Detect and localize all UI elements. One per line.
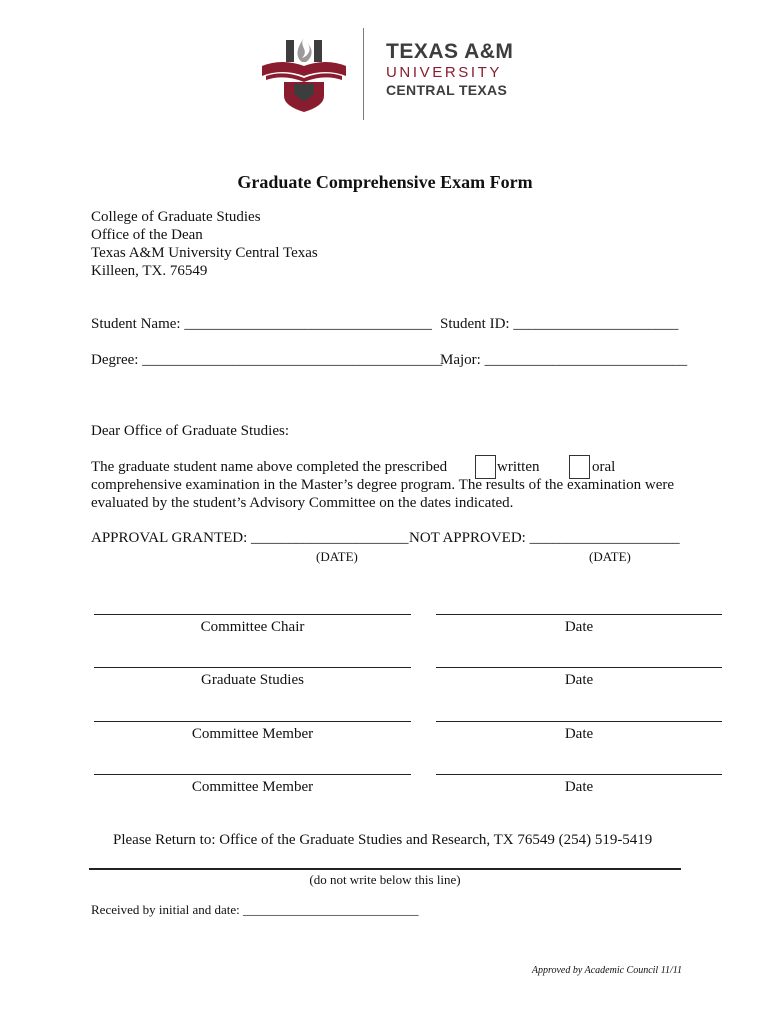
degree-field[interactable]: Degree: ________________________________________ — [91, 352, 443, 368]
do-not-write-note: (do not write below this line) — [309, 872, 461, 887]
oral-label: oral — [592, 459, 616, 475]
date-line-member-1[interactable] — [436, 721, 722, 722]
signature-line-chair[interactable] — [94, 614, 411, 615]
date-line-member-2[interactable] — [436, 774, 722, 775]
signature-date-label-chair: Date — [564, 619, 594, 635]
date-line-chair[interactable] — [436, 614, 722, 615]
signature-role-chair: Committee Chair — [200, 619, 305, 635]
do-not-write-divider — [89, 868, 681, 870]
logo-text-central-texas: CENTRAL TEXAS — [386, 82, 508, 98]
signature-date-label-graduate-studies: Date — [564, 672, 594, 688]
signature-line-member-2[interactable] — [94, 774, 411, 775]
not-approved-field[interactable]: NOT APPROVED: ____________________ — [409, 530, 680, 546]
signature-role-member-2: Committee Member — [191, 779, 314, 795]
return-note: Please Return to: Office of the Graduate Studies and Research, TX 76549 (254) 519-5419 — [113, 832, 653, 848]
approved-by-footer: Approved by Academic Council 11/11 — [531, 965, 682, 976]
salutation: Dear Office of Graduate Studies: — [91, 423, 289, 439]
received-by-field[interactable]: Received by initial and date: ___________________________ — [91, 902, 419, 917]
approval-date-label: (DATE) — [316, 549, 358, 564]
signature-line-member-1[interactable] — [94, 721, 411, 722]
student-name-field[interactable]: Student Name: _________________________________ — [91, 316, 432, 332]
logo-text-texas-am: TEXAS A&M — [386, 40, 514, 63]
oral-checkbox[interactable] — [569, 455, 590, 479]
approval-granted-field[interactable]: APPROVAL GRANTED: _____________________ — [91, 530, 409, 546]
student-id-field[interactable]: Student ID: ______________________ — [440, 316, 679, 332]
university-logo-emblem — [258, 36, 350, 112]
date-line-graduate-studies[interactable] — [436, 667, 722, 668]
paragraph-line-1: The graduate student name above completed the prescribed — [91, 459, 448, 475]
form-title: Graduate Comprehensive Exam Form — [237, 172, 533, 192]
major-field[interactable]: Major: ___________________________ — [440, 352, 688, 368]
not-approved-date-label: (DATE) — [589, 549, 631, 564]
signature-date-label-member-1: Date — [564, 726, 594, 742]
address-line-university: Texas A&M University Central Texas — [91, 245, 318, 261]
signature-date-label-member-2: Date — [564, 779, 594, 795]
logo-text-university: UNIVERSITY — [386, 64, 503, 81]
signature-line-graduate-studies[interactable] — [94, 667, 411, 668]
signature-role-graduate-studies: Graduate Studies — [201, 672, 304, 688]
address-line-city: Killeen, TX. 76549 — [91, 263, 208, 279]
paragraph-line-3: evaluated by the student’s Advisory Committee on the dates indicated. — [91, 495, 514, 511]
signature-role-member-1: Committee Member — [191, 726, 314, 742]
paragraph-line-2: comprehensive examination in the Master’s degree program. The results of the examination were — [91, 477, 675, 493]
address-line-college: College of Graduate Studies — [91, 209, 261, 225]
logo-divider — [363, 28, 364, 120]
address-line-office: Office of the Dean — [91, 227, 203, 243]
written-label: written — [497, 459, 540, 475]
written-checkbox[interactable] — [475, 455, 496, 479]
